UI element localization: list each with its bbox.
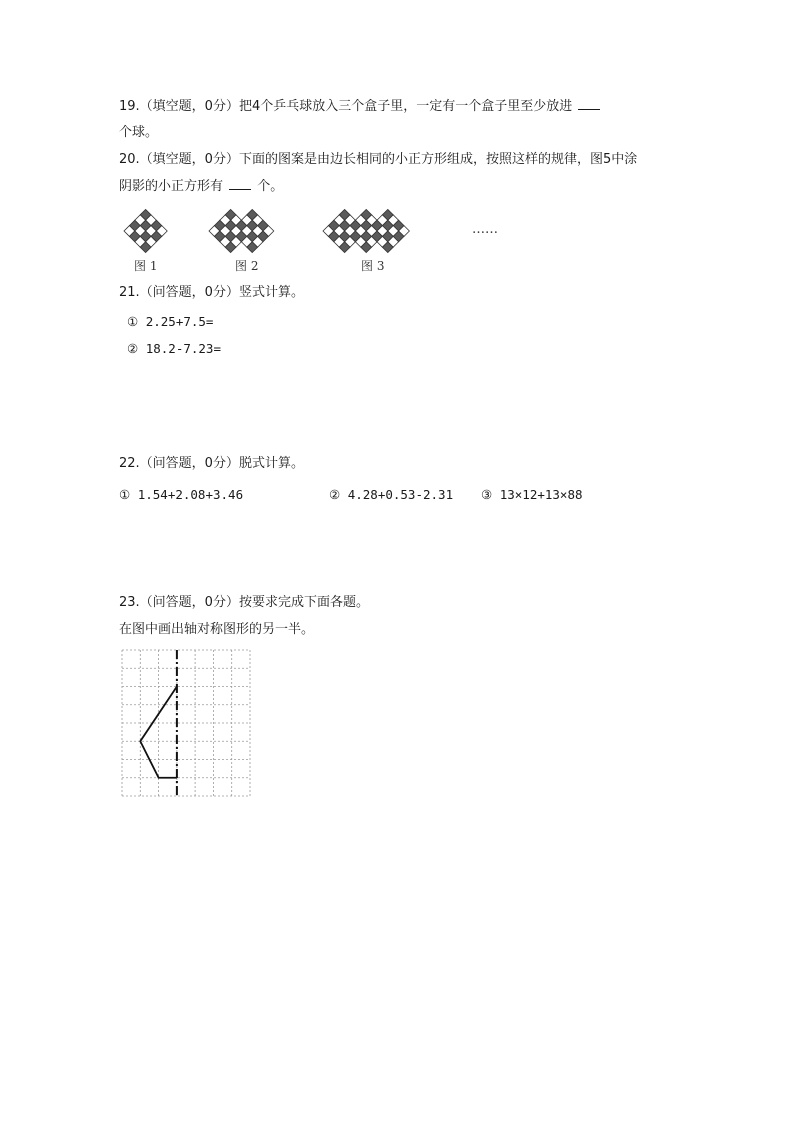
pattern-square <box>236 220 247 231</box>
pattern-square <box>220 236 231 247</box>
pattern-square <box>209 226 220 237</box>
pattern-square <box>372 220 383 231</box>
q22-item-3: ③ 13×12+13×88 <box>481 487 583 502</box>
pattern-square <box>252 215 263 226</box>
q19-answer-blank[interactable] <box>578 97 600 110</box>
pattern-fig-3 <box>323 209 409 252</box>
pattern-square <box>129 231 140 242</box>
pattern-square <box>393 220 404 231</box>
pattern-square <box>225 209 236 220</box>
pattern-square <box>393 231 404 242</box>
pattern-square <box>146 236 157 247</box>
pattern-fig-1 <box>124 209 167 252</box>
pattern-square <box>345 236 356 247</box>
q21-item-2: ② 18.2-7.23= <box>127 341 221 356</box>
pattern-square <box>252 236 263 247</box>
pattern-square <box>140 209 151 220</box>
pattern-square <box>135 226 146 237</box>
pattern-square <box>366 236 377 247</box>
pattern-square <box>334 226 345 237</box>
pattern-square <box>124 226 135 237</box>
pattern-square <box>258 231 269 242</box>
q20-text-end: 个。 <box>257 179 284 194</box>
pattern-square <box>247 220 258 231</box>
pattern-square <box>140 231 151 242</box>
pattern-square <box>247 242 258 253</box>
pattern-square <box>258 220 269 231</box>
pattern-square <box>377 226 388 237</box>
pattern-square <box>345 226 356 237</box>
pattern-square <box>339 242 350 253</box>
pattern-square <box>361 220 372 231</box>
pattern-square <box>236 231 247 242</box>
pattern-square <box>220 226 231 237</box>
pattern-square <box>388 215 399 226</box>
pattern-square <box>361 231 372 242</box>
pattern-square <box>366 226 377 237</box>
pattern-square <box>388 226 399 237</box>
pattern-square <box>382 209 393 220</box>
pattern-square <box>263 226 274 237</box>
q22-title: 22.（问答题，0分）脱式计算。 <box>119 456 304 471</box>
pattern-square <box>231 215 242 226</box>
pattern-square <box>339 231 350 242</box>
q20-answer-blank[interactable] <box>229 177 251 190</box>
q20-line2 <box>119 177 283 196</box>
pattern-square <box>355 215 366 226</box>
pattern-square <box>151 231 162 242</box>
pattern-square <box>350 220 361 231</box>
pattern-square <box>225 231 236 242</box>
pattern-square <box>252 226 263 237</box>
caption-fig1: 图 1 <box>134 259 158 273</box>
pattern-square <box>372 231 383 242</box>
pattern-square <box>135 215 146 226</box>
pattern-square <box>388 236 399 247</box>
pattern-square <box>366 215 377 226</box>
pattern-square <box>225 242 236 253</box>
pattern-square <box>350 231 361 242</box>
pattern-square <box>241 236 252 247</box>
pattern-square <box>129 220 140 231</box>
pattern-square <box>146 215 157 226</box>
pattern-square <box>241 215 252 226</box>
q20-text: 阴影的小正方形有 <box>119 179 224 194</box>
pattern-square <box>372 231 383 242</box>
pattern-square <box>231 226 242 237</box>
pattern-square <box>214 231 225 242</box>
pattern-square <box>231 226 242 237</box>
q20-line1: 20.（填空题，0分）下面的图案是由边长相同的小正方形组成，按照这样的规律，图5中涂 <box>119 152 638 167</box>
pattern-square <box>328 220 339 231</box>
pattern-square <box>361 209 372 220</box>
pattern-square <box>361 242 372 253</box>
pattern-ellipsis: …… <box>472 222 498 237</box>
q22-item-2: ② 4.28+0.53-2.31 <box>329 487 454 502</box>
pattern-square <box>350 220 361 231</box>
q21-title: 21.（问答题，0分）竖式计算。 <box>119 285 304 300</box>
pattern-square <box>334 236 345 247</box>
pattern-square <box>225 220 236 231</box>
pattern-square <box>377 226 388 237</box>
pattern-square <box>328 231 339 242</box>
q19-line2: 个球。 <box>119 125 159 140</box>
pattern-square <box>339 209 350 220</box>
pattern-square <box>355 226 366 237</box>
pattern-square <box>140 242 151 253</box>
pattern-square <box>399 226 410 237</box>
pattern-square <box>355 226 366 237</box>
pattern-square <box>151 220 162 231</box>
pattern-square <box>241 226 252 237</box>
pattern-square <box>382 242 393 253</box>
half-shape <box>140 687 177 778</box>
caption-fig3: 图 3 <box>361 259 385 273</box>
pattern-square <box>350 231 361 242</box>
q19-text: 19.（填空题，0分）把4个乒乓球放入三个盒子里，一定有一个盒子里至少放进 <box>119 99 573 114</box>
pattern-square <box>339 220 350 231</box>
pattern-square <box>247 231 258 242</box>
pattern-square <box>236 231 247 242</box>
pattern-square <box>156 226 167 237</box>
pattern-square <box>334 215 345 226</box>
caption-fig2: 图 2 <box>235 259 259 273</box>
pattern-square <box>372 220 383 231</box>
pattern-square <box>135 236 146 247</box>
q23-title: 23.（问答题，0分）按要求完成下面各题。 <box>119 595 369 610</box>
pattern-square <box>220 215 231 226</box>
pattern-square <box>214 220 225 231</box>
pattern-square <box>140 220 151 231</box>
pattern-square <box>241 226 252 237</box>
pattern-square <box>323 226 334 237</box>
q22-item-1: ① 1.54+2.08+3.46 <box>119 487 244 502</box>
pattern-square <box>377 236 388 247</box>
pattern-square <box>345 215 356 226</box>
pattern-square <box>382 231 393 242</box>
pattern-square <box>382 220 393 231</box>
pattern-square <box>366 226 377 237</box>
pattern-square <box>146 226 157 237</box>
pattern-square <box>345 226 356 237</box>
pattern-square <box>377 215 388 226</box>
q23-instruction: 在图中画出轴对称图形的另一半。 <box>119 622 315 637</box>
pattern-square <box>236 220 247 231</box>
grid-lines <box>122 650 250 796</box>
pattern-square <box>231 236 242 247</box>
pattern-fig-2 <box>209 209 274 252</box>
pattern-square <box>355 236 366 247</box>
q19-line1 <box>119 97 602 116</box>
q21-item-1: ① 2.25+7.5= <box>127 314 214 329</box>
symmetry-grid-figure[interactable] <box>122 650 252 798</box>
pattern-square <box>247 209 258 220</box>
